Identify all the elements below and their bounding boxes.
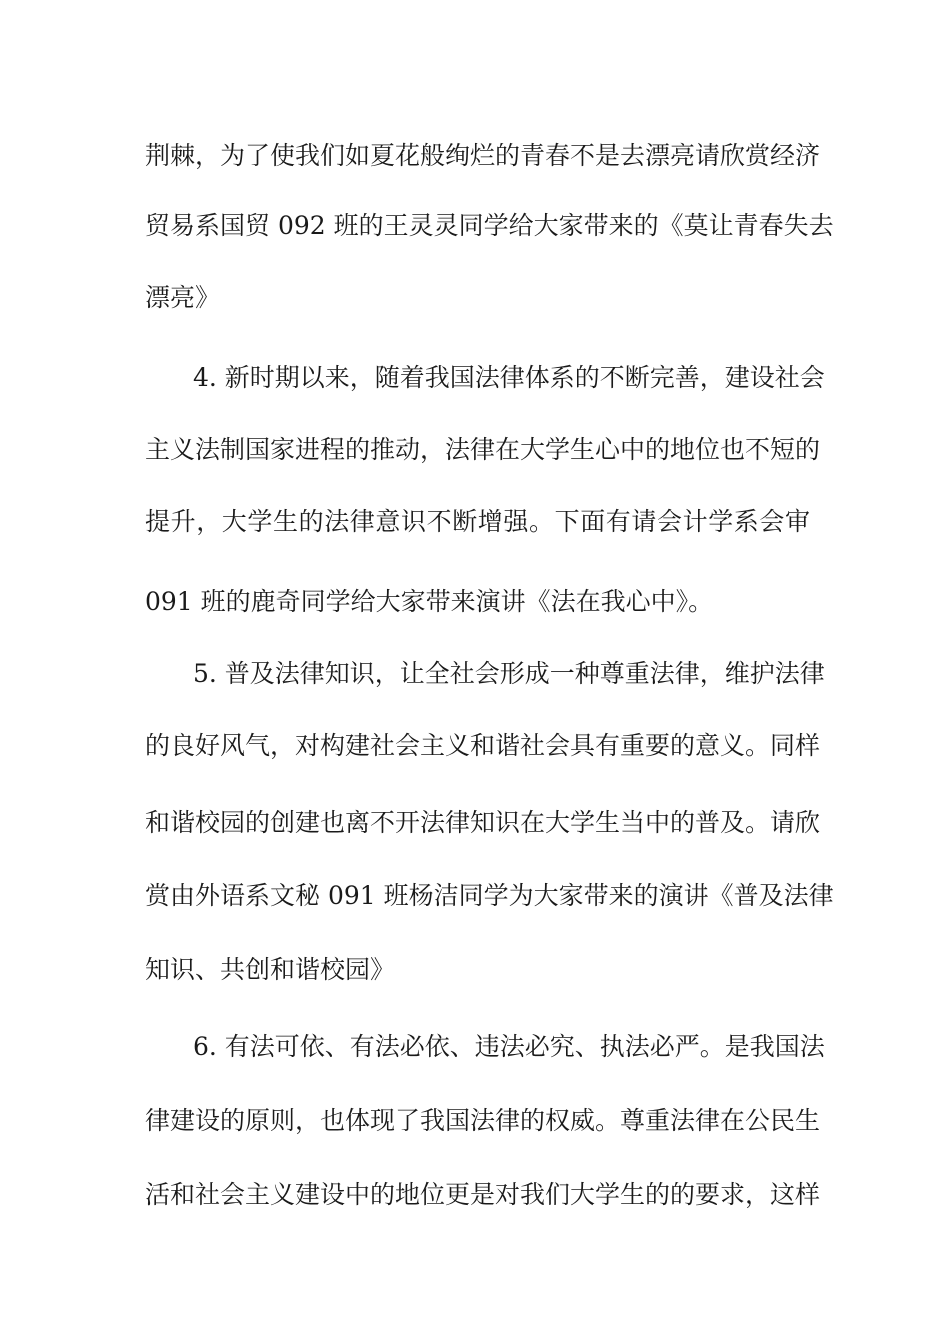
text-line: 贸易系国贸 092 班的王灵灵同学给大家带来的《莫让青春失去 [145,211,834,240]
text-line: 的良好风气，对构建社会主义和谐社会具有重要的意义。同样 [145,731,821,760]
text-line: 主义法制国家进程的推动，法律在大学生心中的地位也不短的 [145,435,821,464]
paragraph-6-first-line: 6. 有法可依、有法必依、违法必究、执法必严。是我国法 [193,1032,825,1061]
text-line: 赏由外语系文秘 091 班杨洁同学为大家带来的演讲《普及法律 [145,881,834,910]
paragraph-4-first-line: 4. 新时期以来，随着我国法律体系的不断完善，建设社会 [193,363,825,392]
text-line: 提升，大学生的法律意识不断增强。下面有请会计学系会审 [145,507,810,536]
paragraph-5-first-line: 5. 普及法律知识，让全社会形成一种尊重法律，维护法律 [193,659,825,688]
text-line: 知识、共创和谐校园》 [145,955,396,984]
text-line: 091 班的鹿奇同学给大家带来演讲《法在我心中》。 [145,587,714,616]
text-line: 和谐校园的创建也离不开法律知识在大学生当中的普及。请欣 [145,808,821,837]
text-line: 漂亮》 [145,283,221,312]
text-line: 荆棘，为了使我们如夏花般绚烂的青春不是去漂亮请欣赏经济 [145,141,821,170]
text-line: 活和社会主义建设中的地位更是对我们大学生的的要求，这样 [145,1180,821,1209]
text-line: 律建设的原则，也体现了我国法律的权威。尊重法律在公民生 [145,1106,821,1135]
